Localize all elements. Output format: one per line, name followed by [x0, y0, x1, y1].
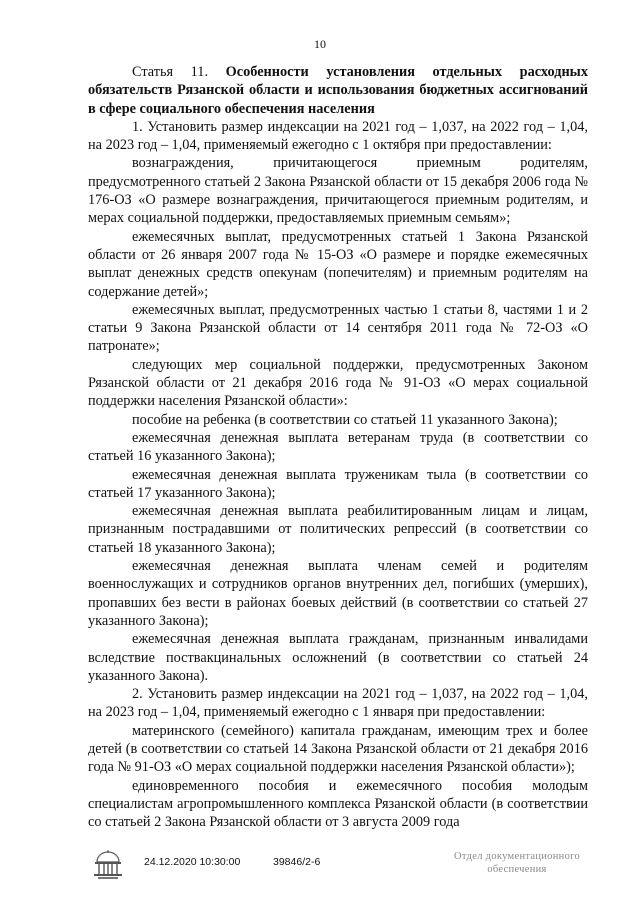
document-number: 39846/2-6	[273, 856, 321, 868]
paragraph: ежемесячная денежная выплата членам семей и родителям военнослужащих и сотрудников органов внутренних дел, погибших (умерших), пропавших без вести в районах боевых действий (в соответствии со статьей 27 указанного Закона);	[88, 558, 588, 629]
paragraph: ежемесячных выплат, предусмотренных частью 1 статьи 8, частями 1 и 2 статьи 9 Закона Рязанской области от 14 сентября 2011 года № 72-ОЗ «О патронате»;	[88, 301, 588, 355]
paragraph: следующих мер социальной поддержки, предусмотренных Законом Рязанской области от 21 декабря 2016 года № 91-ОЗ «О мерах социальной поддержки населения Рязанской области»:	[88, 356, 588, 410]
document-body	[88, 63, 588, 831]
paragraph: ежемесячных выплат, предусмотренных статьей 1 Закона Рязанской области от 26 января 2007 года № 15-ОЗ «О размере и порядке ежемесячных выплат денежных средств опекунам (попечителям) и приемным родителям на содержание детей»;	[88, 228, 588, 300]
paragraph: ежемесячная денежная выплата гражданам, признанным инвалидами вследствие поствакцинальных осложнений (в соответствии со статьей 24 указанного Закона).	[88, 631, 588, 684]
department-line-1: Отдел документационного	[453, 851, 581, 862]
paragraph: 1. Установить размер индексации на 2021 год – 1,037, на 2022 год – 1,04, на 2023 год – 1,04, применяемый ежегодно с 1 октября при предоставлении:	[88, 118, 588, 154]
department-line-2: обеспечения	[487, 864, 547, 875]
paragraph: ежемесячная денежная выплата реабилитированным лицам и лицам, признанным пострадавшими от политических репрессий (в соответствии со статьей 18 указанного Закона);	[88, 503, 588, 556]
article-title: Особенности установления отдельных расходных обязательств Рязанской области и использования бюджетных ассигнований в сфере социального обеспечения населения	[88, 64, 588, 117]
paragraph: материнского (семейного) капитала гражданам, имеющим трех и более детей (в соответствии со статьей 14 Закона Рязанской области от 21 декабря 2016 года № 91-ОЗ «О мерах социальной поддержки населения Рязанской области»);	[88, 722, 588, 776]
registration-timestamp: 24.12.2020 10:30:00	[144, 856, 241, 868]
paragraph: вознаграждения, причитающегося приемным родителям, предусмотренного статьей 2 Закона Рязанской области от 15 декабря 2006 года № 176-ОЗ «О размере вознаграждения, причитающегося приемным родителям, и мерах социальной поддержки, предоставляемых приемным семьям»;	[88, 155, 588, 227]
paragraph: единовременного пособия и ежемесячного пособия молодым специалистам агропромышленного комплекса Рязанской области (в соответствии со статьей 2 Закона Рязанской области от 3 августа 2009 года	[88, 777, 588, 831]
article-prefix: Статья 11.	[132, 64, 209, 80]
paragraph: ежемесячная денежная выплата ветеранам труда (в соответствии со статьей 16 указанного Закона);	[88, 429, 588, 465]
paragraph: ежемесячная денежная выплата труженикам тыла (в соответствии со статьей 17 указанного Закона);	[88, 466, 588, 501]
page-number: 10	[314, 37, 326, 51]
paragraph: пособие на ребенка (в соответствии со статьей 11 указанного Закона);	[132, 411, 558, 428]
department-stamp	[446, 850, 588, 876]
document-footer	[0, 844, 640, 894]
duma-building-logo-icon	[92, 850, 124, 880]
article-heading	[88, 63, 588, 118]
paragraph: 2. Установить размер индексации на 2021 год – 1,037, на 2022 год – 1,04, на 2023 год – 1,04, применяемый ежегодно с 1 января при предоставлении:	[88, 686, 588, 721]
